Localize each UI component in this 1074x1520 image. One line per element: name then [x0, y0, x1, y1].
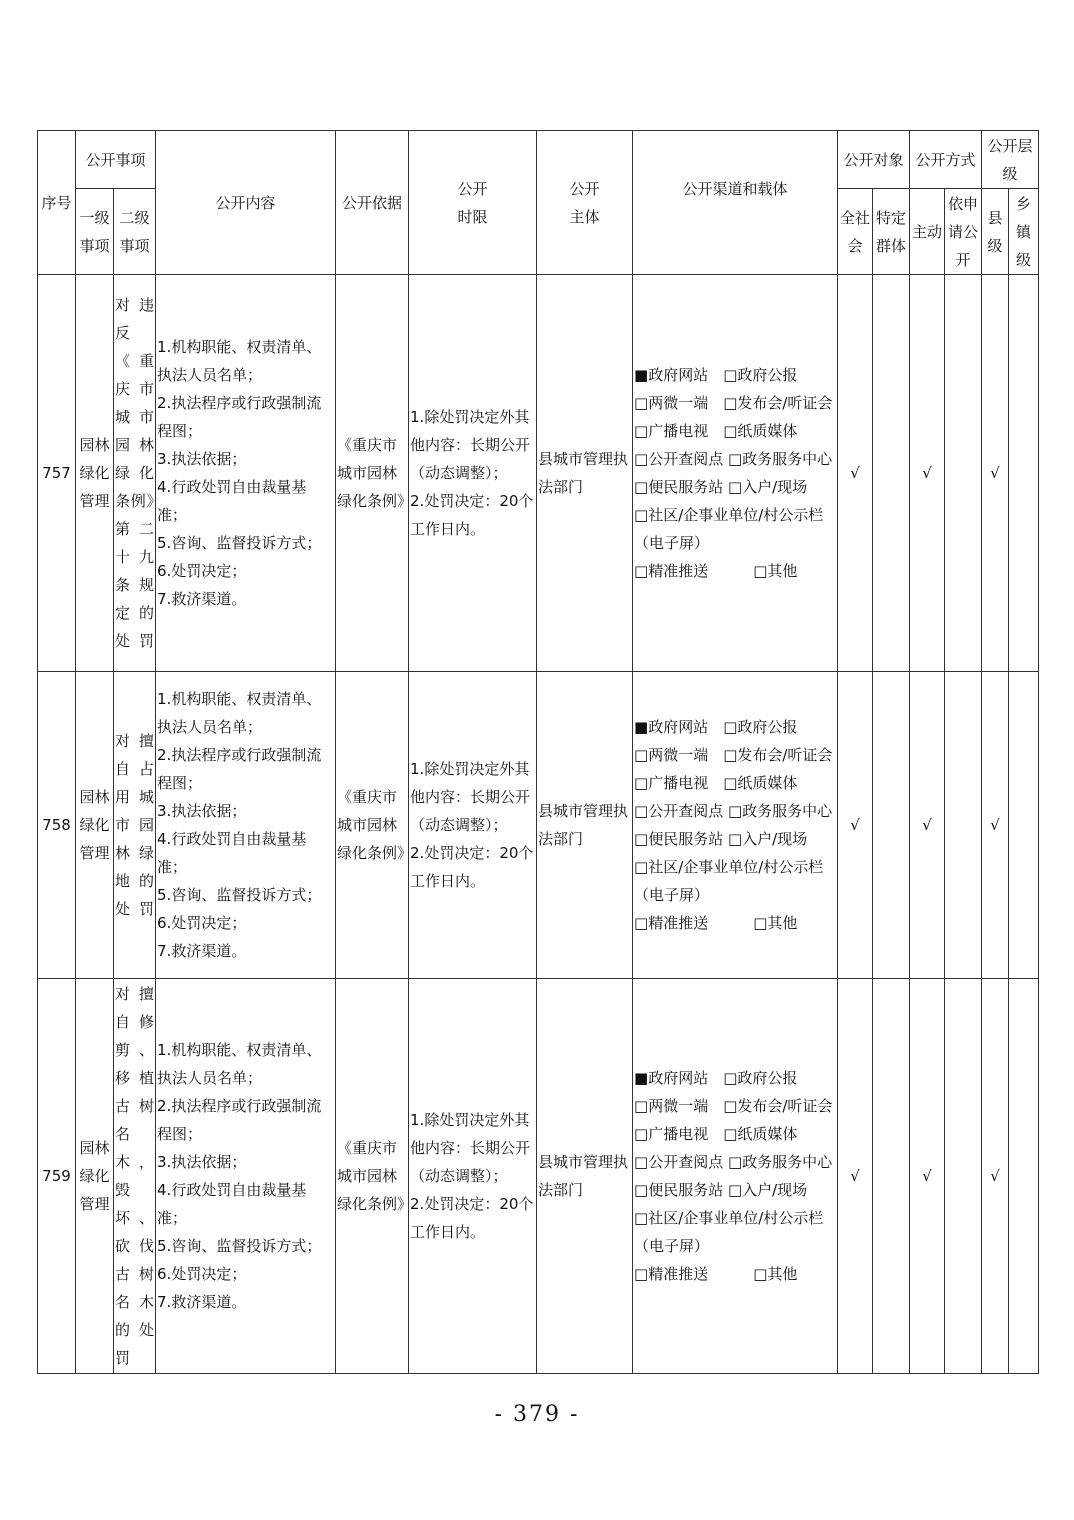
row-level1: 园林绿化管理: [76, 672, 114, 979]
table-row: [38, 275, 1039, 672]
channel-line: □社区/企事业单位/村公示栏（电子屏）: [634, 1209, 824, 1255]
check-level-county: √: [982, 275, 1009, 672]
channel-line: ■政府网站 □政府公报: [634, 1069, 798, 1087]
channel-line: □两微一端 □发布会/听证会: [634, 394, 833, 412]
header-basis: 公开依据: [336, 131, 409, 275]
row-seq: 758: [38, 672, 76, 979]
content-item: 3.执法依据；: [157, 802, 247, 820]
time-limit-item: 1.除处罚决定外其他内容：长期公开（动态调整）；: [410, 1111, 531, 1185]
content-item: 1.机构职能、权责清单、执法人员名单；: [157, 690, 322, 736]
check-method-apply: [945, 672, 982, 979]
header-method-apply: 依申请公开: [945, 189, 982, 275]
check-method-apply: [945, 979, 982, 1374]
channel-line: □广播电视 □纸质媒体: [634, 1125, 798, 1143]
row-subject: 县城市管理执法部门: [537, 979, 633, 1374]
channel-line: □精准推送 □其他: [634, 914, 798, 932]
row-level1: 园林绿化管理: [76, 979, 114, 1374]
content-item: 5.咨询、监督投诉方式；: [157, 886, 322, 904]
row-basis: 《重庆市城市园林绿化条例》: [336, 672, 409, 979]
channel-line: □便民服务站 □入户/现场: [634, 478, 808, 496]
row-subject: 县城市管理执法部门: [537, 275, 633, 672]
content-item: 4.行政处罚自由裁量基准；: [157, 830, 307, 876]
content-item: 7.救济渠道。: [157, 942, 247, 960]
row-time-limit: [409, 672, 537, 979]
row-channels: [633, 979, 838, 1374]
channel-line: □公开查阅点 □政务服务中心: [634, 450, 833, 468]
channel-line: □广播电视 □纸质媒体: [634, 422, 798, 440]
row-content: [156, 979, 336, 1374]
header-level-county: 县级: [982, 189, 1009, 275]
channel-line: □便民服务站 □入户/现场: [634, 830, 808, 848]
check-method-apply: [945, 275, 982, 672]
check-method-active: √: [910, 979, 945, 1374]
row-level2: 对违反《重庆市城市园林绿化条例》第二十九条规定的处罚: [114, 275, 156, 672]
check-method-active: √: [910, 275, 945, 672]
header-level: 公开层级: [982, 131, 1039, 189]
header-method: 公开方式: [910, 131, 982, 189]
content-item: 2.执法程序或行政强制流程图；: [157, 1097, 322, 1143]
channel-line: □便民服务站 □入户/现场: [634, 1181, 808, 1199]
row-channels: [633, 275, 838, 672]
content-item: 7.救济渠道。: [157, 1293, 247, 1311]
disclosure-table: [37, 130, 1039, 1374]
table-row: [38, 672, 1039, 979]
time-limit-item: 1.除处罚决定外其他内容：长期公开（动态调整）；: [410, 408, 531, 482]
check-level-county: √: [982, 672, 1009, 979]
header-target: 公开对象: [838, 131, 910, 189]
check-level-town: [1009, 275, 1039, 672]
header-subject: 公开主体: [537, 131, 633, 275]
header-level-town: 乡镇级: [1009, 189, 1039, 275]
channel-line: ■政府网站 □政府公报: [634, 366, 798, 384]
content-item: 6.处罚决定；: [157, 914, 247, 932]
content-item: 1.机构职能、权责清单、执法人员名单；: [157, 338, 322, 384]
channel-line: ■政府网站 □政府公报: [634, 718, 798, 736]
row-seq: 759: [38, 979, 76, 1374]
channel-line: □两微一端 □发布会/听证会: [634, 746, 833, 764]
check-target-group: [873, 979, 910, 1374]
content-item: 1.机构职能、权责清单、执法人员名单；: [157, 1041, 322, 1087]
content-item: 3.执法依据；: [157, 1153, 247, 1171]
header-item-group: 公开事项: [76, 131, 156, 189]
content-item: 3.执法依据；: [157, 450, 247, 468]
row-content: [156, 672, 336, 979]
time-limit-item: 2.处罚决定：20个工作日内。: [410, 844, 534, 890]
header-level2: 二级事项: [114, 189, 156, 275]
row-basis: 《重庆市城市园林绿化条例》: [336, 275, 409, 672]
content-item: 4.行政处罚自由裁量基准；: [157, 478, 307, 524]
row-subject: 县城市管理执法部门: [537, 672, 633, 979]
check-target-all: √: [838, 672, 873, 979]
channel-line: □广播电视 □纸质媒体: [634, 774, 798, 792]
check-target-all: √: [838, 275, 873, 672]
channel-line: □公开查阅点 □政务服务中心: [634, 802, 833, 820]
check-level-town: [1009, 672, 1039, 979]
channel-line: □社区/企事业单位/村公示栏（电子屏）: [634, 506, 824, 552]
content-item: 6.处罚决定；: [157, 1265, 247, 1283]
row-level2: 对擅自占用城市园林绿地的处罚: [114, 672, 156, 979]
row-level2: 对擅自修剪、移植古树名木，毁坏、砍伐古树名木的处罚: [114, 979, 156, 1374]
check-target-group: [873, 672, 910, 979]
content-item: 2.执法程序或行政强制流程图；: [157, 394, 322, 440]
row-content: [156, 275, 336, 672]
content-item: 2.执法程序或行政强制流程图；: [157, 746, 322, 792]
header-target-group: 特定群体: [873, 189, 910, 275]
channel-line: □两微一端 □发布会/听证会: [634, 1097, 833, 1115]
content-item: 4.行政处罚自由裁量基准；: [157, 1181, 307, 1227]
check-target-all: √: [838, 979, 873, 1374]
row-basis: 《重庆市城市园林绿化条例》: [336, 979, 409, 1374]
time-limit-item: 2.处罚决定：20个工作日内。: [410, 1195, 534, 1241]
channel-line: □精准推送 □其他: [634, 1265, 798, 1283]
row-time-limit: [409, 979, 537, 1374]
header-method-active: 主动: [910, 189, 945, 275]
page-number: - 379 -: [494, 1402, 580, 1427]
header-content: 公开内容: [156, 131, 336, 275]
row-time-limit: [409, 275, 537, 672]
content-item: 7.救济渠道。: [157, 590, 247, 608]
header-target-all: 全社会: [838, 189, 873, 275]
check-target-group: [873, 275, 910, 672]
time-limit-item: 1.除处罚决定外其他内容：长期公开（动态调整）；: [410, 760, 531, 834]
header-time-limit: 公开时限: [409, 131, 537, 275]
channel-line: □社区/企事业单位/村公示栏（电子屏）: [634, 858, 824, 904]
table-row: [38, 979, 1039, 1374]
header-channel: 公开渠道和载体: [633, 131, 838, 275]
content-item: 6.处罚决定；: [157, 562, 247, 580]
content-item: 5.咨询、监督投诉方式；: [157, 1237, 322, 1255]
time-limit-item: 2.处罚决定：20个工作日内。: [410, 492, 534, 538]
check-level-county: √: [982, 979, 1009, 1374]
channel-line: □公开查阅点 □政务服务中心: [634, 1153, 833, 1171]
content-item: 5.咨询、监督投诉方式；: [157, 534, 322, 552]
row-level1: 园林绿化管理: [76, 275, 114, 672]
row-channels: [633, 672, 838, 979]
channel-line: □精准推送 □其他: [634, 562, 798, 580]
header-seq: 序号: [38, 131, 76, 275]
row-seq: 757: [38, 275, 76, 672]
check-method-active: √: [910, 672, 945, 979]
header-level1: 一级事项: [76, 189, 114, 275]
check-level-town: [1009, 979, 1039, 1374]
